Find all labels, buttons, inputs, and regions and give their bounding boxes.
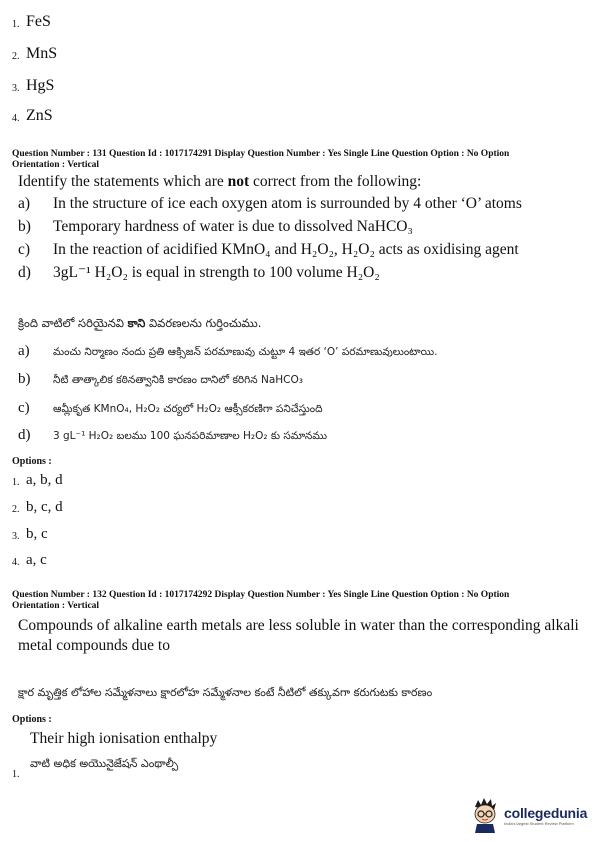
telugu-stem: క్షార మృత్తిక లోహాల సమ్మేళనాలు క్షారలోహ సమ్మేళనాల కంటే నీటిలో తక్కువగా కరుగుటకు కారణం	[18, 686, 433, 699]
option-text: a, b, d	[26, 472, 63, 488]
statement-label: d)	[18, 427, 31, 443]
question-stem: Compounds of alkaline earth metals are less soluble in water than the corresponding alkali	[18, 617, 579, 634]
prev-option-2	[12, 46, 57, 62]
statement-label: a)	[18, 343, 30, 359]
telugu-statement-text: ఆమ్లీకృత KMnO₄, H₂O₂ చర్యలో H₂O₂ ఆక్సీకరణిగా పనిచేస్తుంది	[53, 403, 323, 415]
telugu-stem	[18, 314, 261, 332]
telugu-statement-text: 3 gL⁻¹ H₂O₂ బలము 100 ఘనపరిమాణాల H₂O₂ కు సమానము	[53, 430, 327, 442]
statement-c	[18, 240, 519, 260]
option-text: b, c	[26, 526, 48, 542]
logo-name: collegedunia	[504, 804, 588, 821]
option-number: 2.	[12, 504, 20, 515]
prev-option-3	[12, 78, 54, 94]
options-label: Options :	[12, 456, 52, 467]
question-stem-continued: metal compounds due to	[18, 637, 170, 654]
telugu-statement-b	[18, 371, 303, 389]
option-1-telugu[interactable]: వాటి అధిక అయొనైజేషన్ ఎంథాల్పీ	[30, 757, 179, 770]
option-number: 2.	[12, 51, 20, 62]
option-number: 3.	[12, 83, 20, 94]
option-text: a, c	[26, 552, 47, 568]
question-meta-line: Question Number : 132 Question Id : 1017174292 Display Question Number : Yes Single Line Question Option : No Option	[12, 590, 510, 600]
option-number: 4.	[12, 557, 20, 568]
option-text: MnS	[26, 45, 58, 62]
option-number: 1.	[12, 769, 20, 780]
option-number: 1.	[12, 19, 20, 30]
statement-text: In the structure of ice each oxygen atom is surrounded by 4 other ‘O’ atoms	[53, 195, 522, 212]
statement-text: 3gL⁻¹ H₂O₂ is equal in strength to 100 volume H₂O₂	[53, 264, 380, 281]
prev-option-1	[12, 14, 51, 30]
stem-text: Identify the statements which are	[18, 173, 228, 190]
statement-label: a)	[18, 195, 31, 212]
statement-label: c)	[18, 241, 31, 258]
stem-emphasis: not	[227, 173, 250, 190]
option-1-english[interactable]: Their high ionisation enthalpy	[30, 730, 218, 747]
collegedunia-logo	[470, 795, 588, 835]
logo-tagline: India's largest Student Review Platform	[504, 820, 574, 826]
statement-b	[18, 217, 413, 237]
question-meta	[12, 590, 587, 612]
telugu-statement-a	[18, 343, 438, 361]
statement-d	[18, 263, 380, 283]
statement-text: In the reaction of acidified KMnO₄ and H₂O₂, H₂O₂ acts as oxidising agent	[53, 241, 519, 258]
telugu-stem-emphasis: కాని	[127, 316, 146, 330]
prev-option-4	[12, 108, 53, 124]
option-number: 4.	[12, 113, 20, 124]
telugu-statement-text: మంచు నిర్మాణం నందు ప్రతి ఆక్సిజన్ పరమాణువు చుట్టూ 4 ఇతర ‘O’ పరమాణువులుంటాయి.	[53, 346, 438, 358]
answer-option-2[interactable]	[12, 500, 63, 515]
telugu-stem-text: క్రింది వాటిలో సరియైనవి	[18, 316, 128, 330]
question-meta	[12, 149, 587, 171]
telugu-statement-text: నీటి తాత్కాలిక కఠినత్వానికి కారణం దానిలో కరిగిన NaHCO₃	[53, 374, 303, 386]
statement-label: c)	[18, 400, 30, 416]
statement-label: b)	[18, 371, 31, 387]
statement-label: d)	[18, 264, 31, 281]
option-text: ZnS	[26, 107, 53, 124]
question-meta-line: Question Number : 131 Question Id : 1017174291 Display Question Number : Yes Single Line Question Option : No Option	[12, 149, 510, 159]
question-meta-line: Orientation : Vertical	[12, 601, 100, 611]
answer-option-3[interactable]	[12, 527, 48, 542]
telugu-stem-text: వివరణలను గుర్తించుము.	[145, 316, 262, 330]
answer-option-4[interactable]	[12, 553, 47, 568]
option-text: b, c, d	[26, 499, 63, 515]
statement-a	[18, 194, 522, 214]
telugu-statement-c	[18, 400, 322, 418]
answer-option-1[interactable]	[12, 473, 63, 488]
options-label: Options :	[12, 714, 52, 725]
stem-text: correct from the following:	[249, 173, 422, 190]
statement-text: Temporary hardness of water is due to dissolved NaHCO₃	[53, 218, 413, 235]
answer-option-1-number	[12, 770, 26, 780]
option-text: FeS	[26, 13, 51, 30]
student-mascot-icon	[470, 797, 500, 833]
question-stem	[18, 172, 421, 192]
telugu-statement-d	[18, 427, 327, 445]
statement-label: b)	[18, 218, 31, 235]
option-number: 3.	[12, 531, 20, 542]
question-meta-line: Orientation : Vertical	[12, 160, 100, 170]
option-text: HgS	[26, 77, 55, 94]
option-number: 1.	[12, 477, 20, 488]
